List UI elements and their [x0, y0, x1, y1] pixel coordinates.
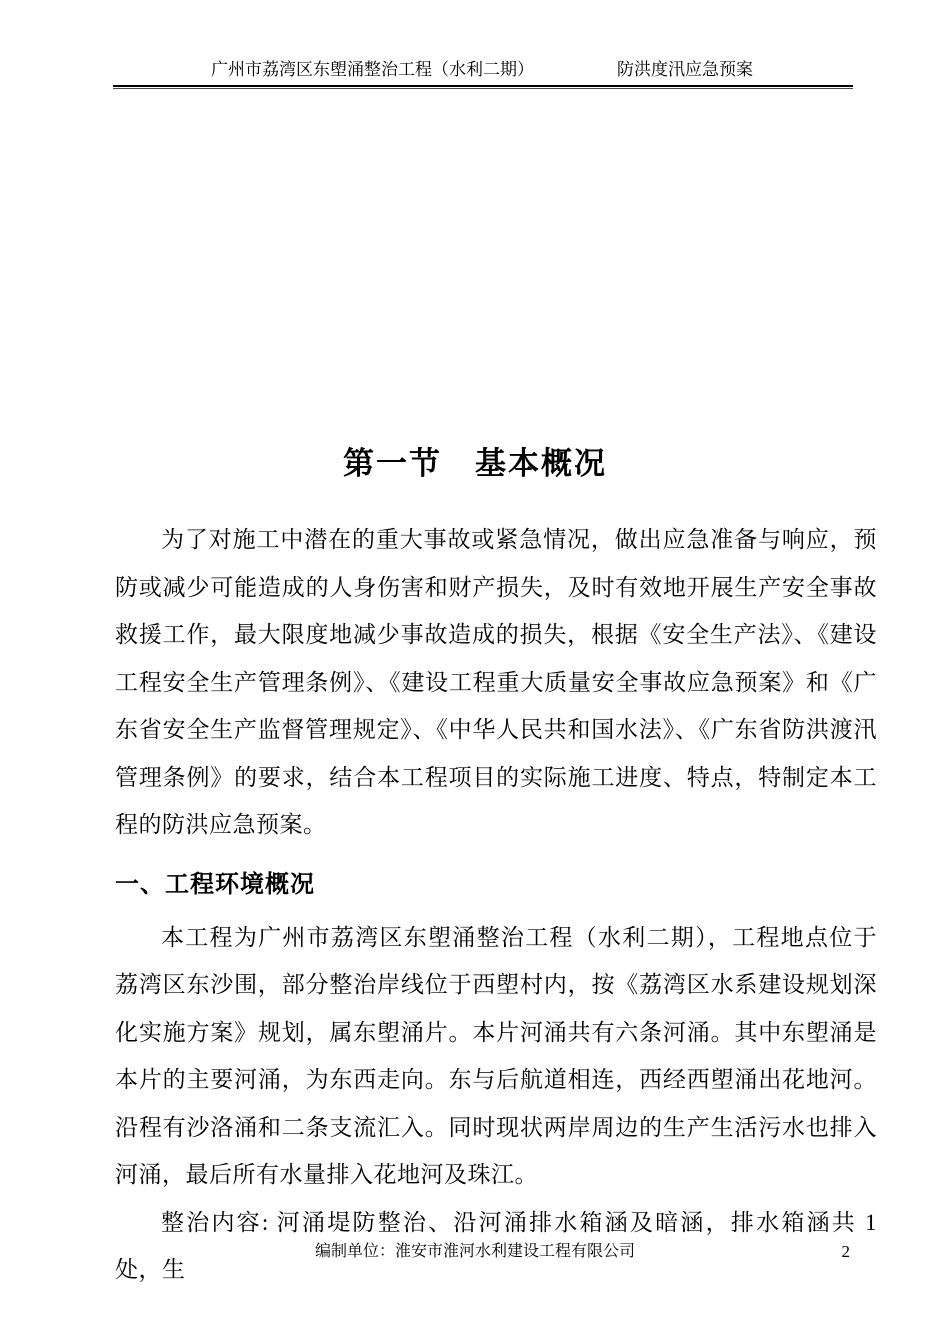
section-title: 第一节 基本概况 [343, 446, 607, 481]
page-footer [0, 1241, 950, 1263]
subsection-heading-project-environment: 一、工程环境概况 [115, 871, 315, 898]
paragraph-renovation-content: 整治内容: 河涌堤防整治、沿河涌排水箱涵及暗涵，排水箱涵共 1 处，生 [115, 1209, 877, 1282]
header-rule-thin-line [113, 88, 853, 89]
footer-company: 编制单位：淮安市淮河水利建设工程有限公司 [314, 1243, 635, 1260]
header-right-title: 防洪度汛应急预案 [617, 60, 753, 79]
page-header [113, 58, 853, 82]
header-left-title: 广州市荔湾区东塱涌整治工程（水利二期） [211, 60, 534, 79]
page-number: 2 [841, 1242, 850, 1261]
paragraph-intro: 为了对施工中潜在的重大事故或紧急情况，做出应急准备与响应，预防或减少可能造成的人身伤害和财产损失，及时有效地开展生产安全事故救援工作，最大限度地减少事故造成的损失，根据《安全生产法》、《建设工程安全生产管理条例》、《建设工程重大质量安全事故应急预案》和《广东省安全生产监督管理规定》、《中华人民共和国水法》、《广东省防洪渡汛管理条例》的要求，结合本工程项目的实际施工进度、特点，特制定本工程的防洪应急预案。 [115, 527, 877, 837]
paragraph-project-overview: 本工程为广州市荔湾区东塱涌整治工程（水利二期），工程地点位于荔湾区东沙围，部分整治岸线位于西塱村内，按《荔湾区水系建设规划深化实施方案》规划，属东塱涌片。本片河涌共有六条河涌。其中东塱涌是本片的主要河涌，为东西走向。东与后航道相连，西经西塱涌出花地河。沿程有沙洛涌和二条支流汇入。同时现状两岸周边的生产生活污水也排入河涌，最后所有水量排入花地河及珠江。 [115, 924, 877, 1187]
header-rule [113, 85, 853, 89]
document-body [115, 516, 877, 1294]
